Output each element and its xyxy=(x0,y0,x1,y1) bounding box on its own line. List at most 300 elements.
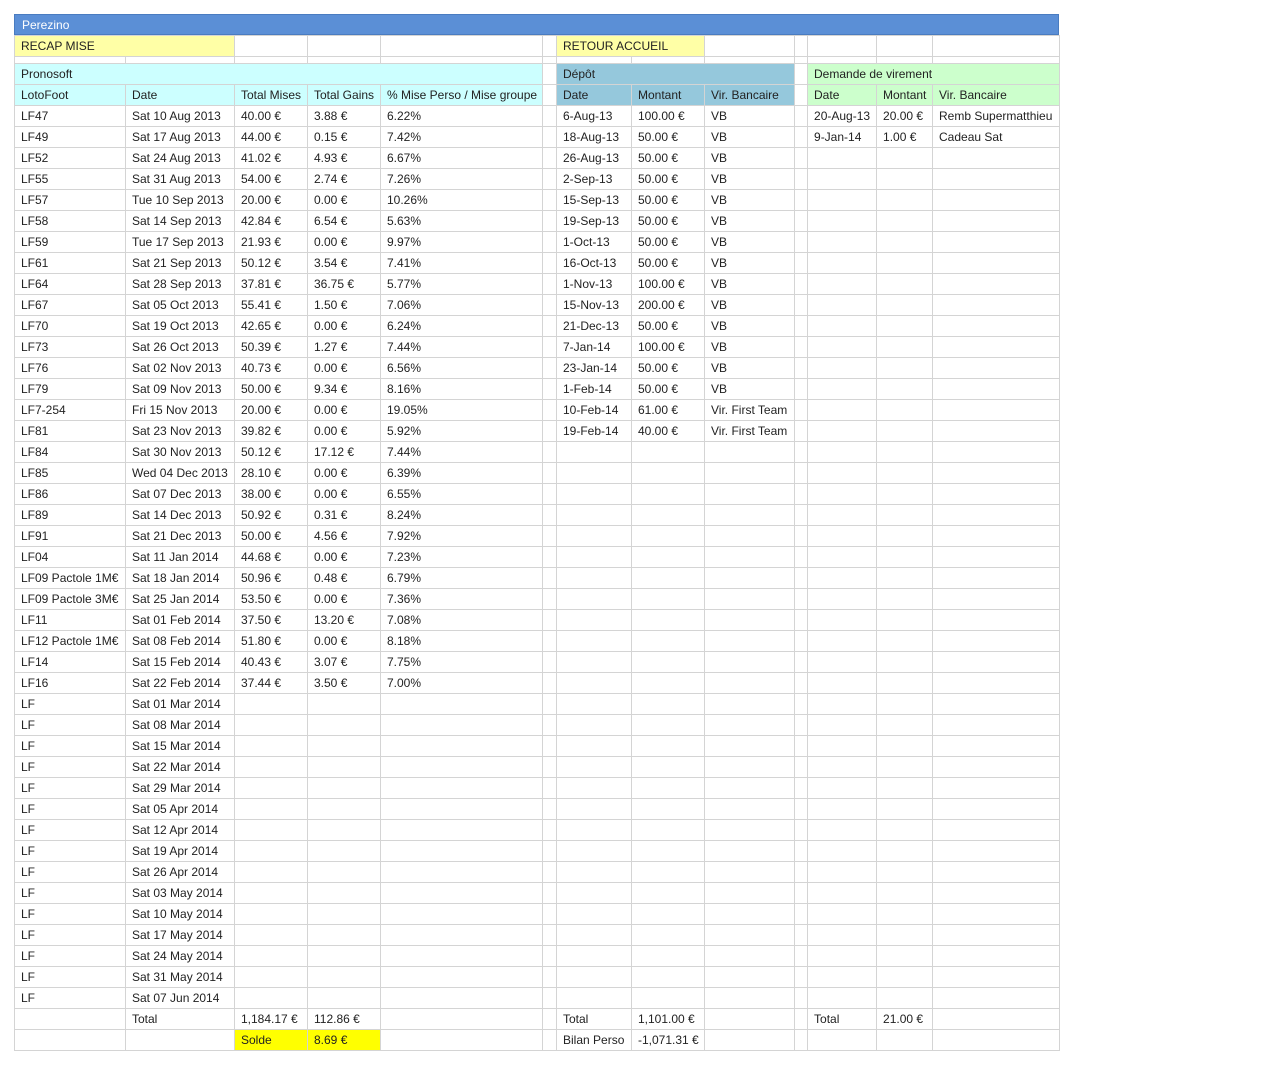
empty-cell[interactable] xyxy=(877,631,933,652)
empty-cell[interactable] xyxy=(795,316,808,337)
data-cell[interactable]: 40.00 € xyxy=(235,106,308,127)
empty-cell[interactable] xyxy=(933,190,1060,211)
data-cell[interactable]: 7.26% xyxy=(381,169,543,190)
empty-cell[interactable] xyxy=(557,694,632,715)
empty-cell[interactable] xyxy=(877,778,933,799)
data-cell[interactable]: Wed 04 Dec 2013 xyxy=(126,463,235,484)
empty-cell[interactable] xyxy=(543,316,557,337)
empty-cell[interactable] xyxy=(877,904,933,925)
data-cell[interactable]: 13.20 € xyxy=(308,610,381,631)
data-cell[interactable]: LF11 xyxy=(15,610,126,631)
data-cell[interactable]: Sat 21 Dec 2013 xyxy=(126,526,235,547)
data-cell[interactable]: LF04 xyxy=(15,547,126,568)
empty-cell[interactable] xyxy=(877,610,933,631)
data-cell[interactable]: Sat 01 Mar 2014 xyxy=(126,694,235,715)
data-cell[interactable]: LF64 xyxy=(15,274,126,295)
empty-cell[interactable] xyxy=(933,526,1060,547)
data-cell[interactable]: 19-Feb-14 xyxy=(557,421,632,442)
empty-cell[interactable] xyxy=(808,820,877,841)
data-cell[interactable]: 1-Nov-13 xyxy=(557,274,632,295)
empty-cell[interactable] xyxy=(543,36,557,57)
data-cell[interactable]: Vir. First Team xyxy=(705,400,795,421)
empty-cell[interactable] xyxy=(808,421,877,442)
data-cell[interactable]: 6-Aug-13 xyxy=(557,106,632,127)
empty-cell[interactable] xyxy=(543,505,557,526)
data-cell[interactable]: LF xyxy=(15,904,126,925)
empty-cell[interactable] xyxy=(632,610,705,631)
data-cell[interactable]: 8.16% xyxy=(381,379,543,400)
empty-cell[interactable] xyxy=(557,568,632,589)
empty-cell[interactable] xyxy=(543,967,557,988)
empty-cell[interactable] xyxy=(933,274,1060,295)
data-cell[interactable] xyxy=(308,946,381,967)
empty-cell[interactable] xyxy=(705,568,795,589)
data-cell[interactable]: 16-Oct-13 xyxy=(557,253,632,274)
data-cell[interactable]: 6.56% xyxy=(381,358,543,379)
empty-cell[interactable] xyxy=(557,673,632,694)
empty-cell[interactable] xyxy=(705,505,795,526)
data-cell[interactable] xyxy=(381,757,543,778)
data-cell[interactable]: 1.27 € xyxy=(308,337,381,358)
data-cell[interactable]: Vir. First Team xyxy=(705,421,795,442)
empty-cell[interactable] xyxy=(705,694,795,715)
empty-cell[interactable] xyxy=(877,757,933,778)
empty-cell[interactable] xyxy=(557,967,632,988)
empty-cell[interactable] xyxy=(808,211,877,232)
empty-cell[interactable] xyxy=(808,232,877,253)
data-cell[interactable]: 0.31 € xyxy=(308,505,381,526)
empty-cell[interactable] xyxy=(933,463,1060,484)
empty-cell[interactable] xyxy=(877,988,933,1009)
data-cell[interactable]: LF xyxy=(15,946,126,967)
empty-cell[interactable] xyxy=(933,547,1060,568)
empty-cell[interactable] xyxy=(933,57,1060,64)
empty-cell[interactable] xyxy=(15,57,126,64)
data-cell[interactable]: LF86 xyxy=(15,484,126,505)
empty-cell[interactable] xyxy=(795,106,808,127)
data-cell[interactable]: Sat 17 May 2014 xyxy=(126,925,235,946)
empty-cell[interactable] xyxy=(381,57,543,64)
empty-cell[interactable] xyxy=(381,1030,543,1051)
data-cell[interactable]: LF84 xyxy=(15,442,126,463)
data-cell[interactable] xyxy=(235,883,308,904)
empty-cell[interactable] xyxy=(933,715,1060,736)
empty-cell[interactable] xyxy=(795,883,808,904)
data-cell[interactable]: 19-Sep-13 xyxy=(557,211,632,232)
data-cell[interactable]: 3.88 € xyxy=(308,106,381,127)
empty-cell[interactable] xyxy=(877,505,933,526)
empty-cell[interactable] xyxy=(933,337,1060,358)
data-cell[interactable]: 6.54 € xyxy=(308,211,381,232)
empty-cell[interactable] xyxy=(933,589,1060,610)
data-cell[interactable]: 15-Nov-13 xyxy=(557,295,632,316)
data-cell[interactable]: Sat 02 Nov 2013 xyxy=(126,358,235,379)
data-cell[interactable]: LF85 xyxy=(15,463,126,484)
empty-cell[interactable] xyxy=(808,946,877,967)
empty-cell[interactable] xyxy=(795,379,808,400)
empty-cell[interactable] xyxy=(877,232,933,253)
empty-cell[interactable] xyxy=(308,57,381,64)
empty-cell[interactable] xyxy=(795,442,808,463)
empty-cell[interactable] xyxy=(795,799,808,820)
data-cell[interactable]: Sat 19 Apr 2014 xyxy=(126,841,235,862)
empty-cell[interactable] xyxy=(543,778,557,799)
empty-cell[interactable] xyxy=(933,610,1060,631)
empty-cell[interactable] xyxy=(705,463,795,484)
empty-cell[interactable] xyxy=(808,400,877,421)
empty-cell[interactable] xyxy=(557,57,632,64)
data-cell[interactable]: LF12 Pactole 1M€ xyxy=(15,631,126,652)
empty-cell[interactable] xyxy=(557,946,632,967)
empty-cell[interactable] xyxy=(795,820,808,841)
empty-cell[interactable] xyxy=(795,526,808,547)
empty-cell[interactable] xyxy=(795,652,808,673)
data-cell[interactable]: 41.02 € xyxy=(235,148,308,169)
empty-cell[interactable] xyxy=(795,211,808,232)
data-cell[interactable]: 4.56 € xyxy=(308,526,381,547)
data-cell[interactable]: Sat 03 May 2014 xyxy=(126,883,235,904)
data-cell[interactable]: LF xyxy=(15,862,126,883)
empty-cell[interactable] xyxy=(933,1030,1060,1051)
data-cell[interactable]: Sat 05 Oct 2013 xyxy=(126,295,235,316)
empty-cell[interactable] xyxy=(795,841,808,862)
empty-cell[interactable] xyxy=(543,694,557,715)
data-cell[interactable]: 6.22% xyxy=(381,106,543,127)
data-cell[interactable]: 7.75% xyxy=(381,652,543,673)
data-cell[interactable]: LF xyxy=(15,799,126,820)
empty-cell[interactable] xyxy=(808,904,877,925)
data-cell[interactable]: Sat 15 Mar 2014 xyxy=(126,736,235,757)
empty-cell[interactable] xyxy=(795,169,808,190)
data-cell[interactable]: LF79 xyxy=(15,379,126,400)
data-cell[interactable]: 40.43 € xyxy=(235,652,308,673)
empty-cell[interactable] xyxy=(795,1030,808,1051)
data-cell[interactable] xyxy=(235,694,308,715)
empty-cell[interactable] xyxy=(877,589,933,610)
empty-cell[interactable] xyxy=(543,358,557,379)
empty-cell[interactable] xyxy=(543,274,557,295)
empty-cell[interactable] xyxy=(877,820,933,841)
empty-cell[interactable] xyxy=(933,988,1060,1009)
data-cell[interactable]: VB xyxy=(705,232,795,253)
data-cell[interactable]: Cadeau Sat xyxy=(933,127,1060,148)
data-cell[interactable]: 8.24% xyxy=(381,505,543,526)
data-cell[interactable]: 2-Sep-13 xyxy=(557,169,632,190)
empty-cell[interactable] xyxy=(808,694,877,715)
empty-cell[interactable] xyxy=(632,757,705,778)
data-cell[interactable]: LF xyxy=(15,736,126,757)
empty-cell[interactable] xyxy=(877,652,933,673)
data-cell[interactable]: Sat 30 Nov 2013 xyxy=(126,442,235,463)
empty-cell[interactable] xyxy=(795,715,808,736)
data-cell[interactable]: VB xyxy=(705,190,795,211)
data-cell[interactable]: Remb Supermatthieu xyxy=(933,106,1060,127)
data-cell[interactable]: 28.10 € xyxy=(235,463,308,484)
empty-cell[interactable] xyxy=(933,442,1060,463)
empty-cell[interactable] xyxy=(705,589,795,610)
data-cell[interactable] xyxy=(381,904,543,925)
empty-cell[interactable] xyxy=(933,148,1060,169)
data-cell[interactable]: 5.77% xyxy=(381,274,543,295)
data-cell[interactable]: LF57 xyxy=(15,190,126,211)
empty-cell[interactable] xyxy=(557,925,632,946)
data-cell[interactable] xyxy=(235,988,308,1009)
data-cell[interactable]: 2.74 € xyxy=(308,169,381,190)
empty-cell[interactable] xyxy=(933,421,1060,442)
empty-cell[interactable] xyxy=(543,526,557,547)
data-cell[interactable]: 7.00% xyxy=(381,673,543,694)
empty-cell[interactable] xyxy=(381,36,543,57)
recap-mise-button[interactable]: RECAP MISE xyxy=(15,36,235,57)
data-cell[interactable] xyxy=(235,799,308,820)
empty-cell[interactable] xyxy=(933,379,1060,400)
data-cell[interactable]: 54.00 € xyxy=(235,169,308,190)
empty-cell[interactable] xyxy=(808,295,877,316)
empty-cell[interactable] xyxy=(557,778,632,799)
empty-cell[interactable] xyxy=(877,841,933,862)
empty-cell[interactable] xyxy=(933,883,1060,904)
empty-cell[interactable] xyxy=(705,904,795,925)
empty-cell[interactable] xyxy=(632,442,705,463)
data-cell[interactable]: 42.84 € xyxy=(235,211,308,232)
data-cell[interactable]: Sat 25 Jan 2014 xyxy=(126,589,235,610)
data-cell[interactable]: 50.00 € xyxy=(632,148,705,169)
data-cell[interactable]: 6.39% xyxy=(381,463,543,484)
data-cell[interactable]: 6.67% xyxy=(381,148,543,169)
data-cell[interactable]: VB xyxy=(705,169,795,190)
empty-cell[interactable] xyxy=(543,484,557,505)
empty-cell[interactable] xyxy=(543,925,557,946)
empty-cell[interactable] xyxy=(557,547,632,568)
empty-cell[interactable] xyxy=(15,1009,126,1030)
empty-cell[interactable] xyxy=(795,967,808,988)
data-cell[interactable]: 50.00 € xyxy=(632,358,705,379)
data-cell[interactable]: Tue 17 Sep 2013 xyxy=(126,232,235,253)
data-cell[interactable]: Sat 07 Dec 2013 xyxy=(126,484,235,505)
data-cell[interactable]: Tue 10 Sep 2013 xyxy=(126,190,235,211)
empty-cell[interactable] xyxy=(543,232,557,253)
empty-cell[interactable] xyxy=(877,421,933,442)
data-cell[interactable] xyxy=(308,820,381,841)
data-cell[interactable]: LF67 xyxy=(15,295,126,316)
empty-cell[interactable] xyxy=(705,484,795,505)
empty-cell[interactable] xyxy=(808,967,877,988)
empty-cell[interactable] xyxy=(632,736,705,757)
data-cell[interactable]: 8.18% xyxy=(381,631,543,652)
data-cell[interactable]: LF47 xyxy=(15,106,126,127)
empty-cell[interactable] xyxy=(808,505,877,526)
data-cell[interactable] xyxy=(308,757,381,778)
data-cell[interactable]: 1.50 € xyxy=(308,295,381,316)
empty-cell[interactable] xyxy=(877,946,933,967)
empty-cell[interactable] xyxy=(877,799,933,820)
empty-cell[interactable] xyxy=(705,442,795,463)
empty-cell[interactable] xyxy=(933,694,1060,715)
data-cell[interactable]: Sat 10 Aug 2013 xyxy=(126,106,235,127)
empty-cell[interactable] xyxy=(933,400,1060,421)
empty-cell[interactable] xyxy=(557,736,632,757)
data-cell[interactable] xyxy=(381,862,543,883)
data-cell[interactable] xyxy=(235,778,308,799)
data-cell[interactable] xyxy=(235,841,308,862)
data-cell[interactable]: LF xyxy=(15,757,126,778)
empty-cell[interactable] xyxy=(933,946,1060,967)
empty-cell[interactable] xyxy=(877,190,933,211)
empty-cell[interactable] xyxy=(557,841,632,862)
empty-cell[interactable] xyxy=(795,148,808,169)
data-cell[interactable]: Sat 31 May 2014 xyxy=(126,967,235,988)
data-cell[interactable]: LF73 xyxy=(15,337,126,358)
data-cell[interactable]: Sat 23 Nov 2013 xyxy=(126,421,235,442)
empty-cell[interactable] xyxy=(933,1009,1060,1030)
empty-cell[interactable] xyxy=(705,778,795,799)
data-cell[interactable]: 0.15 € xyxy=(308,127,381,148)
data-cell[interactable]: VB xyxy=(705,316,795,337)
data-cell[interactable]: 37.81 € xyxy=(235,274,308,295)
empty-cell[interactable] xyxy=(808,862,877,883)
data-cell[interactable]: VB xyxy=(705,358,795,379)
data-cell[interactable]: 10-Feb-14 xyxy=(557,400,632,421)
data-cell[interactable]: 50.00 € xyxy=(632,253,705,274)
data-cell[interactable]: LF xyxy=(15,715,126,736)
empty-cell[interactable] xyxy=(543,904,557,925)
empty-cell[interactable] xyxy=(877,925,933,946)
empty-cell[interactable] xyxy=(632,946,705,967)
data-cell[interactable]: Sat 21 Sep 2013 xyxy=(126,253,235,274)
empty-cell[interactable] xyxy=(877,211,933,232)
empty-cell[interactable] xyxy=(543,379,557,400)
data-cell[interactable]: 100.00 € xyxy=(632,106,705,127)
data-cell[interactable] xyxy=(235,904,308,925)
empty-cell[interactable] xyxy=(808,36,877,57)
empty-cell[interactable] xyxy=(126,57,235,64)
data-cell[interactable]: VB xyxy=(705,253,795,274)
empty-cell[interactable] xyxy=(632,505,705,526)
data-cell[interactable]: Sat 12 Apr 2014 xyxy=(126,820,235,841)
empty-cell[interactable] xyxy=(933,505,1060,526)
data-cell[interactable]: 1-Oct-13 xyxy=(557,232,632,253)
data-cell[interactable] xyxy=(308,841,381,862)
empty-cell[interactable] xyxy=(877,169,933,190)
empty-cell[interactable] xyxy=(632,547,705,568)
empty-cell[interactable] xyxy=(795,463,808,484)
empty-cell[interactable] xyxy=(557,631,632,652)
empty-cell[interactable] xyxy=(557,442,632,463)
empty-cell[interactable] xyxy=(877,463,933,484)
data-cell[interactable]: 44.00 € xyxy=(235,127,308,148)
empty-cell[interactable] xyxy=(705,631,795,652)
data-cell[interactable] xyxy=(235,736,308,757)
data-cell[interactable]: 19.05% xyxy=(381,400,543,421)
empty-cell[interactable] xyxy=(557,757,632,778)
empty-cell[interactable] xyxy=(543,57,557,64)
empty-cell[interactable] xyxy=(877,148,933,169)
empty-cell[interactable] xyxy=(877,715,933,736)
empty-cell[interactable] xyxy=(543,820,557,841)
data-cell[interactable]: 39.82 € xyxy=(235,421,308,442)
data-cell[interactable] xyxy=(381,946,543,967)
empty-cell[interactable] xyxy=(933,316,1060,337)
empty-cell[interactable] xyxy=(557,484,632,505)
empty-cell[interactable] xyxy=(877,862,933,883)
empty-cell[interactable] xyxy=(808,337,877,358)
data-cell[interactable]: LF49 xyxy=(15,127,126,148)
empty-cell[interactable] xyxy=(808,57,877,64)
data-cell[interactable]: Sat 14 Sep 2013 xyxy=(126,211,235,232)
empty-cell[interactable] xyxy=(877,379,933,400)
empty-cell[interactable] xyxy=(933,673,1060,694)
empty-cell[interactable] xyxy=(933,484,1060,505)
empty-cell[interactable] xyxy=(705,652,795,673)
data-cell[interactable]: 37.44 € xyxy=(235,673,308,694)
empty-cell[interactable] xyxy=(933,253,1060,274)
empty-cell[interactable] xyxy=(808,379,877,400)
data-cell[interactable]: LF70 xyxy=(15,316,126,337)
empty-cell[interactable] xyxy=(795,547,808,568)
empty-cell[interactable] xyxy=(632,631,705,652)
empty-cell[interactable] xyxy=(126,1030,235,1051)
empty-cell[interactable] xyxy=(808,253,877,274)
data-cell[interactable]: 9.97% xyxy=(381,232,543,253)
empty-cell[interactable] xyxy=(795,589,808,610)
empty-cell[interactable] xyxy=(543,862,557,883)
empty-cell[interactable] xyxy=(877,337,933,358)
data-cell[interactable]: LF xyxy=(15,883,126,904)
data-cell[interactable]: 42.65 € xyxy=(235,316,308,337)
data-cell[interactable]: Sat 22 Feb 2014 xyxy=(126,673,235,694)
empty-cell[interactable] xyxy=(795,946,808,967)
data-cell[interactable] xyxy=(381,694,543,715)
empty-cell[interactable] xyxy=(543,736,557,757)
empty-cell[interactable] xyxy=(877,736,933,757)
data-cell[interactable]: 7.92% xyxy=(381,526,543,547)
data-cell[interactable]: Sat 19 Oct 2013 xyxy=(126,316,235,337)
empty-cell[interactable] xyxy=(795,904,808,925)
empty-cell[interactable] xyxy=(795,673,808,694)
data-cell[interactable] xyxy=(235,715,308,736)
data-cell[interactable]: 200.00 € xyxy=(632,295,705,316)
data-cell[interactable]: Sat 09 Nov 2013 xyxy=(126,379,235,400)
data-cell[interactable]: LF xyxy=(15,694,126,715)
data-cell[interactable]: 50.00 € xyxy=(235,379,308,400)
empty-cell[interactable] xyxy=(705,925,795,946)
data-cell[interactable]: LF xyxy=(15,820,126,841)
data-cell[interactable]: LF58 xyxy=(15,211,126,232)
empty-cell[interactable] xyxy=(705,862,795,883)
data-cell[interactable]: LF14 xyxy=(15,652,126,673)
empty-cell[interactable] xyxy=(795,568,808,589)
empty-cell[interactable] xyxy=(543,757,557,778)
empty-cell[interactable] xyxy=(933,211,1060,232)
empty-cell[interactable] xyxy=(795,757,808,778)
empty-cell[interactable] xyxy=(808,547,877,568)
data-cell[interactable]: 0.00 € xyxy=(308,232,381,253)
empty-cell[interactable] xyxy=(543,64,557,85)
empty-cell[interactable] xyxy=(877,883,933,904)
empty-cell[interactable] xyxy=(808,925,877,946)
data-cell[interactable]: Sat 15 Feb 2014 xyxy=(126,652,235,673)
empty-cell[interactable] xyxy=(705,883,795,904)
empty-cell[interactable] xyxy=(543,799,557,820)
empty-cell[interactable] xyxy=(808,778,877,799)
data-cell[interactable]: LF52 xyxy=(15,148,126,169)
data-cell[interactable]: Sat 08 Mar 2014 xyxy=(126,715,235,736)
data-cell[interactable]: 5.63% xyxy=(381,211,543,232)
data-cell[interactable]: 7.36% xyxy=(381,589,543,610)
data-cell[interactable]: VB xyxy=(705,127,795,148)
data-cell[interactable]: LF09 Pactole 3M€ xyxy=(15,589,126,610)
empty-cell[interactable] xyxy=(795,64,808,85)
